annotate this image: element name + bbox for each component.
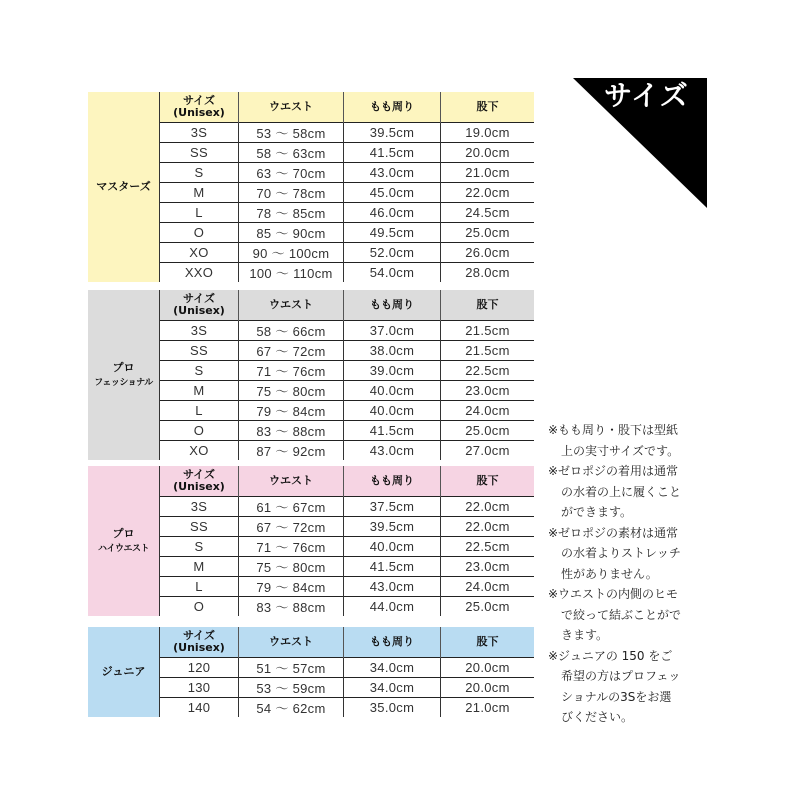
- inseam-cell: 22.0cm: [441, 517, 535, 537]
- inseam-cell: 19.0cm: [441, 123, 535, 143]
- size-cell: XO: [160, 441, 239, 461]
- waist-cell: 51 ～ 57cm: [239, 658, 344, 678]
- waist-cell: 53 ～ 59cm: [239, 678, 344, 698]
- thigh-cell: 46.0cm: [344, 203, 441, 223]
- thigh-cell: 35.0cm: [344, 698, 441, 718]
- note-line: 性がありません。: [561, 566, 658, 581]
- size-cell: L: [160, 401, 239, 421]
- waist-cell: 100 ～ 110cm: [239, 263, 344, 283]
- note-line: の水着よりストレッチ: [561, 546, 681, 560]
- category-label: [88, 627, 160, 717]
- header-inseam: 股下: [441, 92, 535, 123]
- inseam-cell: 21.5cm: [441, 321, 535, 341]
- waist-cell: 71 ～ 76cm: [239, 361, 344, 381]
- note-line: ※ゼロポジの素材は通常: [548, 525, 679, 540]
- thigh-cell: 52.0cm: [344, 243, 441, 263]
- inseam-cell: 28.0cm: [441, 263, 535, 283]
- category-label: [88, 466, 160, 616]
- size-cell: O: [160, 597, 239, 617]
- thigh-cell: 43.0cm: [344, 441, 441, 461]
- header-inseam: 股下: [441, 290, 535, 321]
- inseam-cell: 23.0cm: [441, 381, 535, 401]
- size-cell: 3S: [160, 321, 239, 341]
- category-subname: ハイウエスト: [97, 543, 149, 554]
- thigh-cell: 39.0cm: [344, 361, 441, 381]
- size-table-professional: [88, 290, 534, 460]
- note-item: [548, 523, 718, 585]
- header-size-line1: サイズ: [182, 629, 216, 642]
- waist-cell: 90 ～ 100cm: [239, 243, 344, 263]
- waist-cell: 83 ～ 88cm: [239, 597, 344, 617]
- waist-cell: 63 ～ 70cm: [239, 163, 344, 183]
- note-item: [548, 420, 718, 461]
- inseam-cell: 25.0cm: [441, 223, 535, 243]
- notes-panel: [548, 420, 718, 728]
- note-line: びください。: [561, 710, 634, 724]
- inseam-cell: 25.0cm: [441, 597, 535, 617]
- header-size: [160, 92, 239, 123]
- note-line: の水着の上に履くこと: [561, 484, 682, 499]
- size-cell: 130: [160, 678, 239, 698]
- thigh-cell: 41.5cm: [344, 143, 441, 163]
- inseam-cell: 22.0cm: [441, 183, 535, 203]
- waist-cell: 67 ～ 72cm: [239, 517, 344, 537]
- note-line: で絞って結ぶことがで: [561, 607, 682, 622]
- header-thigh: もも周り: [344, 627, 441, 658]
- waist-cell: 79 ～ 84cm: [239, 401, 344, 421]
- header-waist: ウエスト: [239, 92, 344, 123]
- thigh-cell: 37.0cm: [344, 321, 441, 341]
- note-line: 上の実寸サイズです。: [561, 443, 680, 458]
- inseam-cell: 21.0cm: [441, 698, 535, 718]
- header-size-line1: サイズ: [182, 94, 216, 107]
- inseam-cell: 26.0cm: [441, 243, 535, 263]
- category-subname: フェッショナル: [94, 377, 153, 388]
- thigh-cell: 43.0cm: [344, 577, 441, 597]
- waist-cell: 71 ～ 76cm: [239, 537, 344, 557]
- size-cell: 140: [160, 698, 239, 718]
- thigh-cell: 41.5cm: [344, 557, 441, 577]
- header-size: [160, 627, 239, 658]
- page-title: サイズ: [604, 79, 689, 112]
- header-size-line1: サイズ: [182, 292, 216, 305]
- header-size-line2: (Unisex): [173, 641, 225, 654]
- note-line: ※ゼロポジの着用は通常: [548, 464, 679, 478]
- inseam-cell: 24.0cm: [441, 401, 535, 421]
- header-size: [160, 466, 239, 497]
- table-header-row: [88, 466, 534, 497]
- size-cell: S: [160, 537, 239, 557]
- thigh-cell: 40.0cm: [344, 537, 441, 557]
- thigh-cell: 34.0cm: [344, 678, 441, 698]
- header-waist: ウエスト: [239, 290, 344, 321]
- header-waist: ウエスト: [239, 466, 344, 497]
- header-inseam: 股下: [441, 627, 535, 658]
- thigh-cell: 49.5cm: [344, 223, 441, 243]
- waist-cell: 70 ～ 78cm: [239, 183, 344, 203]
- size-cell: M: [160, 183, 239, 203]
- size-table-pro-highwaist: [88, 466, 534, 616]
- category-name: マスターズ: [96, 180, 151, 193]
- header-size-line2: (Unisex): [173, 304, 225, 317]
- inseam-cell: 20.0cm: [441, 678, 535, 698]
- size-cell: O: [160, 421, 239, 441]
- waist-cell: 67 ～ 72cm: [239, 341, 344, 361]
- category-label: [88, 290, 160, 460]
- header-size-line1: サイズ: [182, 468, 216, 481]
- header-size: [160, 290, 239, 321]
- waist-cell: 85 ～ 90cm: [239, 223, 344, 243]
- note-item: [548, 584, 718, 646]
- size-cell: 3S: [160, 497, 239, 517]
- size-cell: S: [160, 163, 239, 183]
- waist-cell: 83 ～ 88cm: [239, 421, 344, 441]
- note-item: [548, 646, 718, 728]
- thigh-cell: 39.5cm: [344, 517, 441, 537]
- thigh-cell: 38.0cm: [344, 341, 441, 361]
- header-thigh: もも周り: [344, 290, 441, 321]
- thigh-cell: 54.0cm: [344, 263, 441, 283]
- waist-cell: 75 ～ 80cm: [239, 381, 344, 401]
- inseam-cell: 22.0cm: [441, 497, 535, 517]
- note-item: [548, 461, 718, 523]
- inseam-cell: 20.0cm: [441, 143, 535, 163]
- note-line: ※ジュニアの 150 をご: [548, 648, 673, 663]
- note-line: ができます。: [561, 505, 633, 519]
- thigh-cell: 40.0cm: [344, 381, 441, 401]
- note-line: ※もも周り・股下は型紙: [548, 423, 679, 437]
- waist-cell: 75 ～ 80cm: [239, 557, 344, 577]
- inseam-cell: 23.0cm: [441, 557, 535, 577]
- thigh-cell: 41.5cm: [344, 421, 441, 441]
- inseam-cell: 25.0cm: [441, 421, 535, 441]
- thigh-cell: 45.0cm: [344, 183, 441, 203]
- size-cell: S: [160, 361, 239, 381]
- header-size-line2: (Unisex): [173, 106, 225, 119]
- waist-cell: 58 ～ 63cm: [239, 143, 344, 163]
- size-cell: O: [160, 223, 239, 243]
- size-cell: 120: [160, 658, 239, 678]
- thigh-cell: 43.0cm: [344, 163, 441, 183]
- size-cell: L: [160, 577, 239, 597]
- inseam-cell: 27.0cm: [441, 441, 535, 461]
- note-line: きます。: [561, 628, 609, 642]
- header-inseam: 股下: [441, 466, 535, 497]
- inseam-cell: 20.0cm: [441, 658, 535, 678]
- thigh-cell: 39.5cm: [344, 123, 441, 143]
- header-thigh: もも周り: [344, 92, 441, 123]
- thigh-cell: 37.5cm: [344, 497, 441, 517]
- size-table-junior: [88, 627, 534, 717]
- waist-cell: 58 ～ 66cm: [239, 321, 344, 341]
- size-cell: 3S: [160, 123, 239, 143]
- waist-cell: 79 ～ 84cm: [239, 577, 344, 597]
- size-cell: SS: [160, 517, 239, 537]
- category-name: ジュニア: [101, 665, 146, 678]
- note-line: ※ウエストの内側のヒモ: [548, 587, 679, 601]
- waist-cell: 54 ～ 62cm: [239, 698, 344, 718]
- table-header-row: [88, 627, 534, 658]
- category-label: [88, 92, 160, 282]
- size-cell: M: [160, 381, 239, 401]
- size-cell: SS: [160, 341, 239, 361]
- inseam-cell: 21.5cm: [441, 341, 535, 361]
- header-size-line2: (Unisex): [173, 480, 225, 493]
- note-line: 希望の方はプロフェッ: [561, 669, 681, 683]
- size-cell: XO: [160, 243, 239, 263]
- size-cell: L: [160, 203, 239, 223]
- header-thigh: もも周り: [344, 466, 441, 497]
- inseam-cell: 21.0cm: [441, 163, 535, 183]
- category-name: プロ: [112, 526, 135, 540]
- waist-cell: 78 ～ 85cm: [239, 203, 344, 223]
- size-cell: SS: [160, 143, 239, 163]
- inseam-cell: 24.5cm: [441, 203, 535, 223]
- thigh-cell: 44.0cm: [344, 597, 441, 617]
- thigh-cell: 34.0cm: [344, 658, 441, 678]
- table-header-row: [88, 290, 534, 321]
- thigh-cell: 40.0cm: [344, 401, 441, 421]
- size-table-masters: [88, 92, 534, 282]
- waist-cell: 87 ～ 92cm: [239, 441, 344, 461]
- waist-cell: 61 ～ 67cm: [239, 497, 344, 517]
- inseam-cell: 24.0cm: [441, 577, 535, 597]
- table-header-row: [88, 92, 534, 123]
- inseam-cell: 22.5cm: [441, 537, 535, 557]
- waist-cell: 53 ～ 58cm: [239, 123, 344, 143]
- note-line: ショナルの3Sをお選: [561, 689, 672, 704]
- inseam-cell: 22.5cm: [441, 361, 535, 381]
- header-waist: ウエスト: [239, 627, 344, 658]
- size-cell: XXO: [160, 263, 239, 283]
- category-name: プロ: [112, 360, 135, 374]
- size-cell: M: [160, 557, 239, 577]
